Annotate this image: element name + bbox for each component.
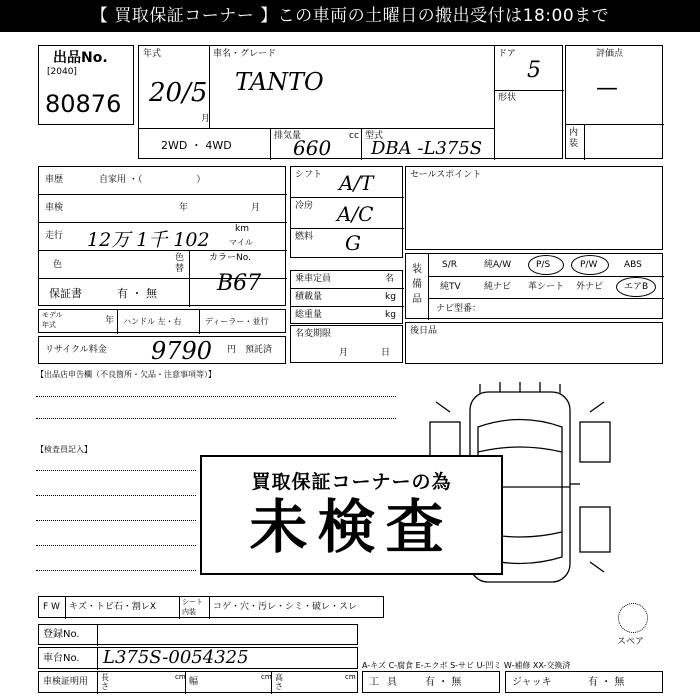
registration-label: 登録No. [43,629,80,640]
displacement-unit: cc [349,131,359,141]
spare-tire-icon [618,603,648,633]
cert-width-cm: cm [261,673,272,681]
history-label: 車歴 [45,175,64,185]
lot-tag: [2040] [47,67,77,77]
fw-text2: コゲ・穴・汚レ・シミ・破レ・スレ [213,602,358,612]
history-block [38,166,286,306]
fw-row [38,596,384,618]
cert-height: 高さ [275,673,283,691]
handle-label: ハンドル 左・右 [123,317,182,326]
equip-ps: P/S [536,260,551,270]
model-year-row [38,309,286,333]
color-label: 色 [53,260,63,270]
cert-label: 車検証明用 [43,677,89,687]
score-box [565,45,663,159]
equip-pw: P/W [580,260,598,270]
gross-label: 総重量 [295,310,323,320]
fuel-value: G [345,231,361,255]
gross-unit: kg [385,310,396,320]
equip-airbag: エアB [624,282,649,292]
equip-alloy: 純A/W [484,260,512,270]
cooling-value: A/C [337,202,374,226]
displacement-label: 排気量 [274,131,302,141]
model-value: DBA -L375S [371,138,483,159]
jack-label: ジャッキ [512,677,552,688]
recycle-unit: 円 [227,345,237,355]
lot-label: 出品No. [53,50,108,66]
afterwork-box [405,322,663,364]
model-year-year: 年 [105,316,115,326]
navi-model-label: ナビ型番： [436,304,482,314]
equip-ext-navi: 外ナビ [576,282,604,292]
equip-sr: S/R [442,260,457,270]
equip-leather: 革シート [528,282,565,292]
cert-height-cm: cm [345,673,356,681]
tools-label: 工具 [369,677,405,688]
load-label: 積載量 [295,292,323,302]
interior-label: 内装 [569,128,579,149]
cert-row [38,671,358,693]
recycle-deposit: 預託済 [245,345,273,355]
afterwork-label: 後日品 [410,326,438,336]
model-label: 型式 [365,131,384,141]
inspection-year: 年 [179,203,189,213]
mileage-km: km [235,224,249,234]
stamp-main-text: 未検査 [249,493,454,561]
chassis-label: 車台No. [43,653,80,664]
chassis-value: L375S-0054325 [103,647,249,668]
displacement-value: 660 [293,136,332,160]
inspector-label: 【検査員記入】 [36,445,92,454]
name-change-month: 月 [339,348,349,358]
name-change-label: 名変期限 [295,329,332,339]
cert-length-cm: cm [175,673,186,681]
stamp-subtitle: 買取保証コーナーの為 [251,471,452,493]
mileage-label: 走行 [45,231,64,241]
chassis-row [38,647,358,669]
shift-value: A/T [339,171,374,195]
model-year-label2: 年式 [42,321,56,329]
equip-abs: ABS [624,260,642,270]
color-change-label: 色替 [175,253,185,274]
mileage-mile: マイル [229,238,253,247]
defects-label: 【出品店申告欄（不良箇所・欠品・注意事項等）】 [36,370,216,379]
shift-block [290,166,403,258]
history-value: 自家用 ・（ ） [99,175,206,185]
tools-value: 有 ・ 無 [425,677,462,688]
cooling-label: 冷房 [295,201,314,211]
drive-options: 2WD ・ 4WD [161,139,232,152]
year-value: 20/5 [149,78,208,108]
fuel-label: 燃料 [295,232,314,242]
capacity-block [290,270,403,324]
top-banner: 【 買取保証コーナー 】この車両の土曜日の搬出受付は18:00まで [0,0,700,32]
year-month-unit: 月 [201,114,211,124]
load-unit: kg [385,292,396,302]
spare-label: スペア [617,637,645,647]
name-change-block [290,325,403,363]
body-type-label: 形状 [498,93,517,103]
car-name-value: TANTO [235,68,324,96]
recycle-label: リサイクル料金 [45,345,107,355]
model-year-label1: モデル [42,311,63,319]
jack-value: 有 ・ 無 [588,677,625,688]
doors-label: ドア [498,49,516,59]
fw-text1: キズ・トビ石・割レX [69,602,156,612]
cert-width: 幅 [189,677,199,687]
color-code-label: カラーNo. [209,253,251,263]
lot-box [38,45,134,125]
equipment-label: 装備品 [412,264,422,305]
sales-point-box [405,166,663,250]
warranty-label: 保証書 [49,287,82,300]
damage-legend: A-キズ C-腐食 E-エクボ S-サビ U-凹ミ W-補修 XX-交換済 [362,661,571,670]
registration-row [38,624,358,645]
score-label: 評価点 [596,49,624,59]
lot-number: 80876 [45,90,122,118]
year-label: 年式 [143,49,162,59]
inspection-label: 車検 [45,203,64,213]
equip-navi: 純ナビ [484,282,512,292]
pw-circle [571,255,609,275]
recycle-value: 9790 [151,337,213,365]
doors-value: 5 [527,58,541,83]
equip-tv: 純TV [440,282,461,292]
tools-box [362,671,500,693]
name-change-day: 日 [381,348,391,358]
jack-box [505,671,663,693]
shift-label: シフト [295,170,323,180]
capacity-label: 乗車定員 [295,274,332,284]
warranty-value: 有 ・ 無 [117,287,157,300]
ps-circle [528,255,564,275]
sales-point-label: セールスポイント [410,170,482,180]
fw-label: F W [43,602,60,612]
airbag-circle [616,277,656,297]
inspection-month: 月 [251,203,261,213]
uninspected-stamp [200,455,503,575]
color-code-value: B67 [217,271,262,296]
recycle-row [38,336,286,364]
dealer-label: ディーラー・並行 [205,317,269,326]
equipment-box [405,253,663,319]
mileage-value: 12万 1千 102 [87,229,210,251]
car-name-label: 車名・グレード [213,49,277,59]
header-box [138,45,563,159]
cert-length: 長さ [101,673,109,691]
seat-label: シート内装 [182,598,203,616]
score-value: — [596,76,618,101]
capacity-unit: 名 [385,274,395,284]
